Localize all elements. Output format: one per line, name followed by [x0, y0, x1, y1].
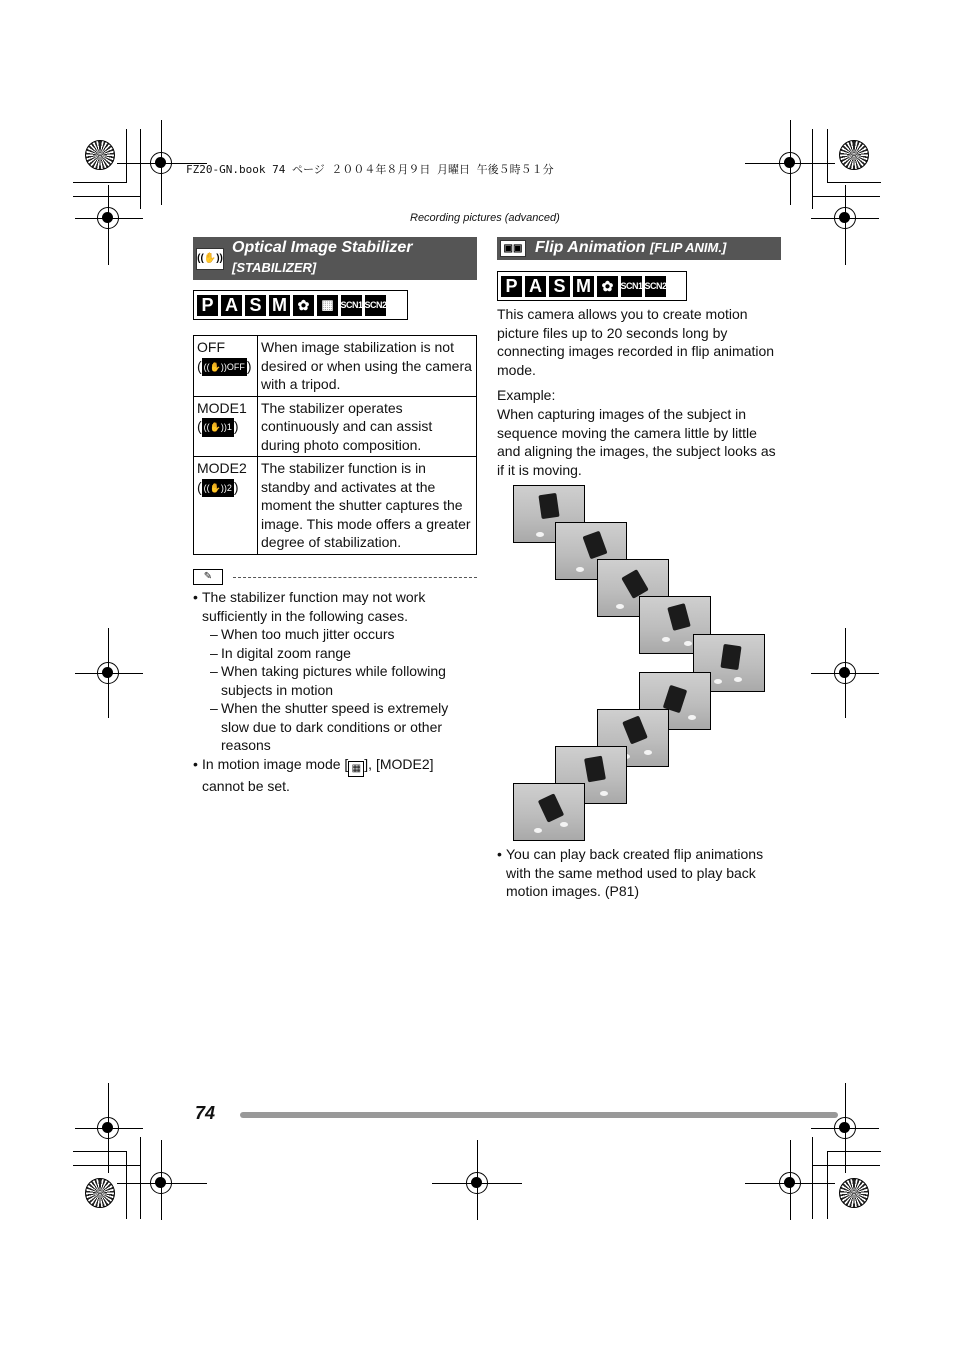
list-item: – When too much jitter occurs — [210, 625, 477, 644]
a-mode-icon: A — [525, 276, 546, 297]
stabilizer-icon: ((✋)) — [196, 248, 224, 270]
section-subtitle: [STABILIZER] — [232, 260, 317, 275]
a-mode-icon: A — [221, 295, 242, 316]
flip-animation-icon: ▣▣ — [500, 240, 526, 257]
flip-animation-section-header — [497, 237, 781, 260]
stabilizer-mode-table — [193, 335, 477, 555]
p-mode-icon: P — [501, 276, 522, 297]
scn2-mode-icon: SCN2 — [645, 276, 666, 297]
flip-intro: This camera allows you to create motion picture files up to 20 seconds long by connecting images recorded in flip animation mode. — [497, 306, 775, 378]
print-header: FZ20-GN.book 74 ページ ２００４年８月９日 月曜日 午後５時５１分 — [186, 163, 554, 176]
example-text: When capturing images of the subject in sequence moving the camera little by little and aligning the images, the subject looks as if it is moving. — [497, 406, 776, 478]
table-row: MODE1 ( ((✋))1 ) The stabilizer operates continuously and can assist during photo composition. — [194, 396, 477, 457]
mode-name: MODE1 — [197, 399, 247, 416]
section-subtitle: [FLIP ANIM.] — [649, 240, 727, 255]
stabilizer-mode1-icon: ((✋))1 — [202, 418, 234, 437]
color-rosette-icon — [839, 1178, 869, 1208]
stabilizer-off-icon: ((✋))OFF — [202, 358, 247, 377]
sequence-photo — [513, 783, 585, 841]
motion-picture-mode-icon: ▦ — [317, 295, 338, 316]
mode-description: The stabilizer function is in standby and activates at the moment the shutter captures the image. This mode offers a greater degree of stabilization. — [258, 457, 477, 555]
s-mode-icon: S — [245, 295, 266, 316]
scn1-mode-icon: SCN1 — [341, 295, 362, 316]
mode-description: The stabilizer operates continuously and can assist during photo composition. — [258, 396, 477, 457]
applicable-modes — [193, 290, 408, 320]
note-divider — [233, 577, 477, 578]
stabilizer-mode2-icon: ((✋))2 — [202, 479, 234, 498]
color-rosette-icon — [839, 140, 869, 170]
macro-mode-icon: ✿ — [597, 276, 618, 297]
table-row: OFF ( ((✋))OFF ) When image stabilization is not desired or when using the camera with a tripod. — [194, 336, 477, 397]
scn2-mode-icon: SCN2 — [365, 295, 386, 316]
scn1-mode-icon: SCN1 — [621, 276, 642, 297]
motion-picture-icon: ▦ — [348, 761, 364, 777]
section-title: Optical Image Stabilizer — [232, 239, 413, 256]
table-row: MODE2 ( ((✋))2 ) The stabilizer function is in standby and activates at the moment the shutter captures the image. This mode offers a greater degree of stabilization. — [194, 457, 477, 555]
mode-name: MODE2 — [197, 460, 247, 476]
m-mode-icon: M — [269, 295, 290, 316]
list-item: • You can play back created flip animations with the same method used to play back motion images. (P81) — [497, 845, 781, 901]
stabilizer-section-header — [193, 237, 477, 280]
color-rosette-icon — [85, 140, 115, 170]
macro-mode-icon: ✿ — [293, 295, 314, 316]
color-rosette-icon — [85, 1178, 115, 1208]
stabilizer-notes — [193, 588, 477, 795]
list-item: • The stabilizer function may not work sufficiently in the following cases. – When too much jitter occurs – In digital zoom range – When taking pictures while following subjects in motion – When the shutter speed is extremely slow due to dark conditions or other reasons — [193, 588, 477, 755]
section-title: Flip Animation — [535, 239, 646, 256]
list-item: • In motion image mode [ ▦ ], [MODE2] cannot be set. — [193, 755, 477, 796]
note-icon: ✎ — [193, 569, 223, 585]
list-item: – When taking pictures while following subjects in motion — [210, 662, 477, 699]
page-number: 74 — [195, 1103, 216, 1123]
p-mode-icon: P — [197, 295, 218, 316]
list-item: – When the shutter speed is extremely slow due to dark conditions or other reasons — [210, 699, 477, 755]
mode-name: OFF — [197, 339, 225, 355]
applicable-modes — [497, 271, 687, 301]
s-mode-icon: S — [549, 276, 570, 297]
example-label: Example: — [497, 387, 556, 403]
mode-description: When image stabilization is not desired or when using the camera with a tripod. — [258, 336, 477, 397]
running-head: Recording pictures (advanced) — [410, 212, 560, 224]
flip-notes — [497, 845, 781, 901]
footer-bar — [240, 1112, 838, 1118]
m-mode-icon: M — [573, 276, 594, 297]
list-item: – In digital zoom range — [210, 644, 477, 663]
